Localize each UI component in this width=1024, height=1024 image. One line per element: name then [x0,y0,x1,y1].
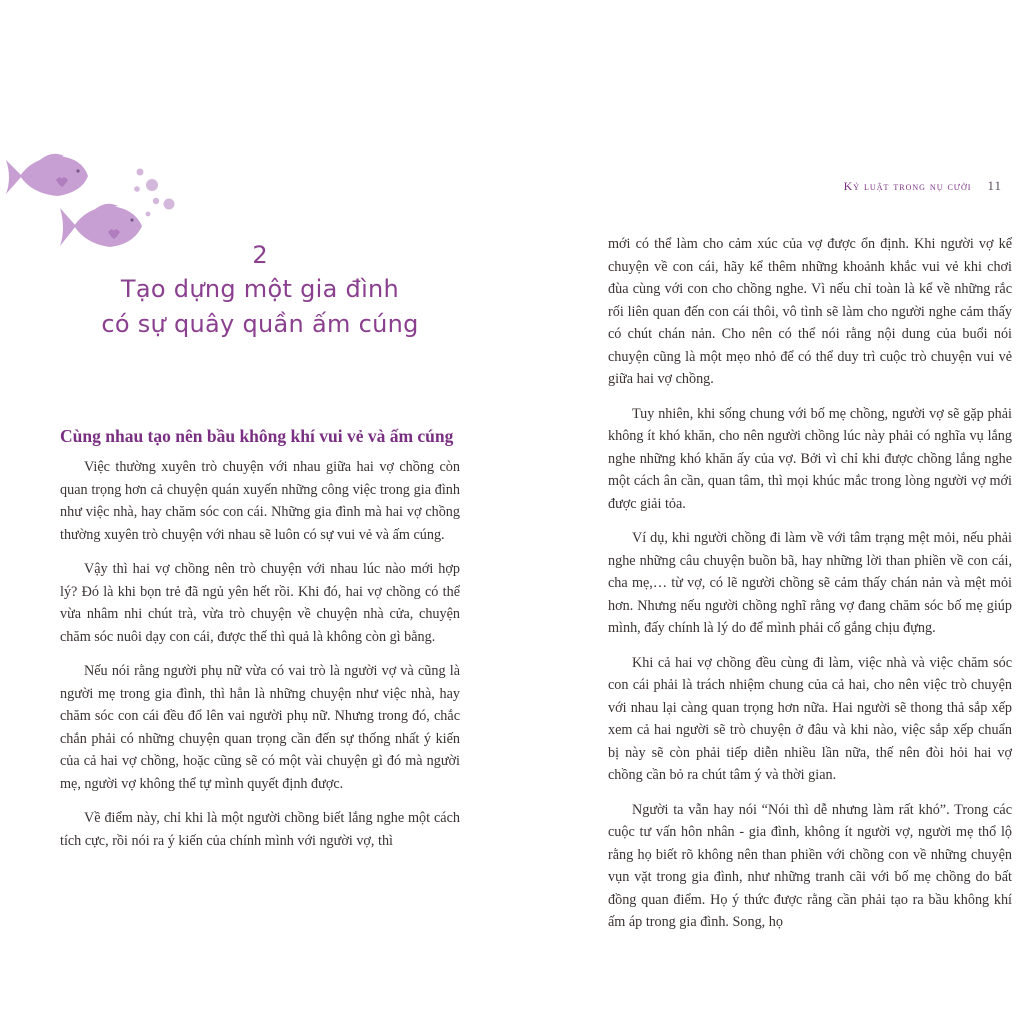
chapter-title [60,272,460,342]
paragraph: Về điểm này, chỉ khi là một người chồng biết lắng nghe một cách tích cực, rồi nói ra ý kiến của chính mình với người vợ, thì [60,810,460,849]
paragraph: Khi cả hai vợ chồng đều cùng đi làm, việc nhà và việc chăm sóc con cái phải là trách nhiệm chung của cả hai, cho nên việc trò chuyện với nhau lại càng quan trọng hơn nữa. Hai người sẽ thong thả sắp xếp xem cả hai người sẽ trò chuyện ở đâu và khi nào, việc sắp xếp chuẩn bị này sẽ còn phải tiếp diễn nhiều lần nữa, thế nên đòi hỏi hai vợ chồng cần bỏ ra chút tâm ý và thời gian. [608,654,1012,783]
section-heading: Cùng nhau tạo nên bầu không khí vui vẻ và ấm cúng [60,426,454,446]
right-page [512,0,1024,1024]
paragraph: mới có thể làm cho cảm xúc của vợ được ổn định. Khi người vợ kể chuyện về con cái, hãy kể thêm những khoảnh khắc vui vẻ khi chơi đùa cùng với con cho chồng nghe. Vì nếu chỉ toàn là kể về những rắc rối liên quan đến con cái thôi, vô tình sẽ làm cho người nghe cảm thấy có chút chán nản. Cho nên có thể nói rằng nội dung của buổi nói chuyện cũng là một mẹo nhỏ để có thể duy trì cuộc trò chuyện vui vẻ giữa hai vợ chồng. [608,236,1012,387]
chapter-title-line: Tạo dựng một gia đình [120,275,400,303]
fish-decoration [0,148,185,253]
paragraph: Tuy nhiên, khi sống chung với bố mẹ chồng, người vợ sẽ gặp phải không ít khó khăn, cho nên người chồng lúc này phải có nghĩa vụ lắng nghe những khó khăn ấy của vợ. Bởi vì chỉ khi được chồng lắng nghe một cách ân cần, quan tâm, thì mọi khúc mắc trong lòng người vợ mới được giải tỏa. [608,405,1012,512]
paragraph: Ví dụ, khi người chồng đi làm về với tâm trạng mệt mỏi, nếu phải nghe những câu chuyện buồn bã, hay những lời than phiền về con cái, cha mẹ,… từ vợ, có lẽ người chồng sẽ cảm thấy chán nản và mệt mỏi hơn. Nhưng nếu người chồng nghĩ rằng vợ đang chăm sóc bố mẹ giúp mình, đấy chính là lý do để mình phải cố gắng chịu đựng. [608,530,1012,636]
paragraph: Việc thường xuyên trò chuyện với nhau giữa hai vợ chồng còn quan trọng hơn cả chuyện quán xuyến những công việc trong gia đình như việc nhà, hay chăm sóc con cái. Những gia đình mà hai vợ chồng thường xuyên trò chuyện với nhau sẽ luôn có sự vui vẻ và ấm cúng. [60,459,460,543]
left-body-text [60,456,460,864]
right-body-text [608,233,1012,946]
bubbles [134,169,174,217]
running-head [844,178,1002,194]
running-head-title: Kỷ luật trong nụ cười [843,179,972,193]
paragraph: Người ta vẫn hay nói “Nói thì dễ nhưng làm rất khó”. Trong các cuộc tư vấn hôn nhân - gia đình, không ít người vợ, người mẹ thổ lộ rằng họ biết rõ không nên than phiền với chồng con về những chuyện vụn vặt trong gia đình, như những tranh cãi với bố mẹ chồng do bất đồng quan điểm. Họ ý thức được rằng cần phải tạo ra bầu không khí ấm áp trong gia đình. Song, họ [608,801,1012,930]
chapter-number: 2 [252,241,268,269]
page-number: 11 [987,178,1002,193]
fish-icon [6,154,88,196]
chapter-title-line: có sự quây quần ấm cúng [101,310,419,338]
paragraph: Nếu nói rằng người phụ nữ vừa có vai trò là người vợ và cũng là người mẹ trong gia đình, thì hẳn là những chuyện như việc nhà, hay chăm sóc con cái đều đổ lên vai người phụ nữ. Nhưng trong đó, chắc chắn phải có những chuyện quan trọng cần đến sự thống nhất ý kiến của cả hai vợ chồng, hoặc cũng sẽ có một vài chuyện gì đó mà người mẹ, người vợ không thể tự mình quyết định được. [60,663,460,792]
paragraph: Vậy thì hai vợ chồng nên trò chuyện với nhau lúc nào mới hợp lý? Đó là khi bọn trẻ đã ngủ yên hết rồi. Khi đó, hai vợ chồng có thể vừa nhâm nhi chút trà, vừa trò chuyện về chuyện nhà cửa, chuyện chăm sóc nuôi dạy con cái, được thế thì quả là không còn gì bằng. [60,561,460,645]
